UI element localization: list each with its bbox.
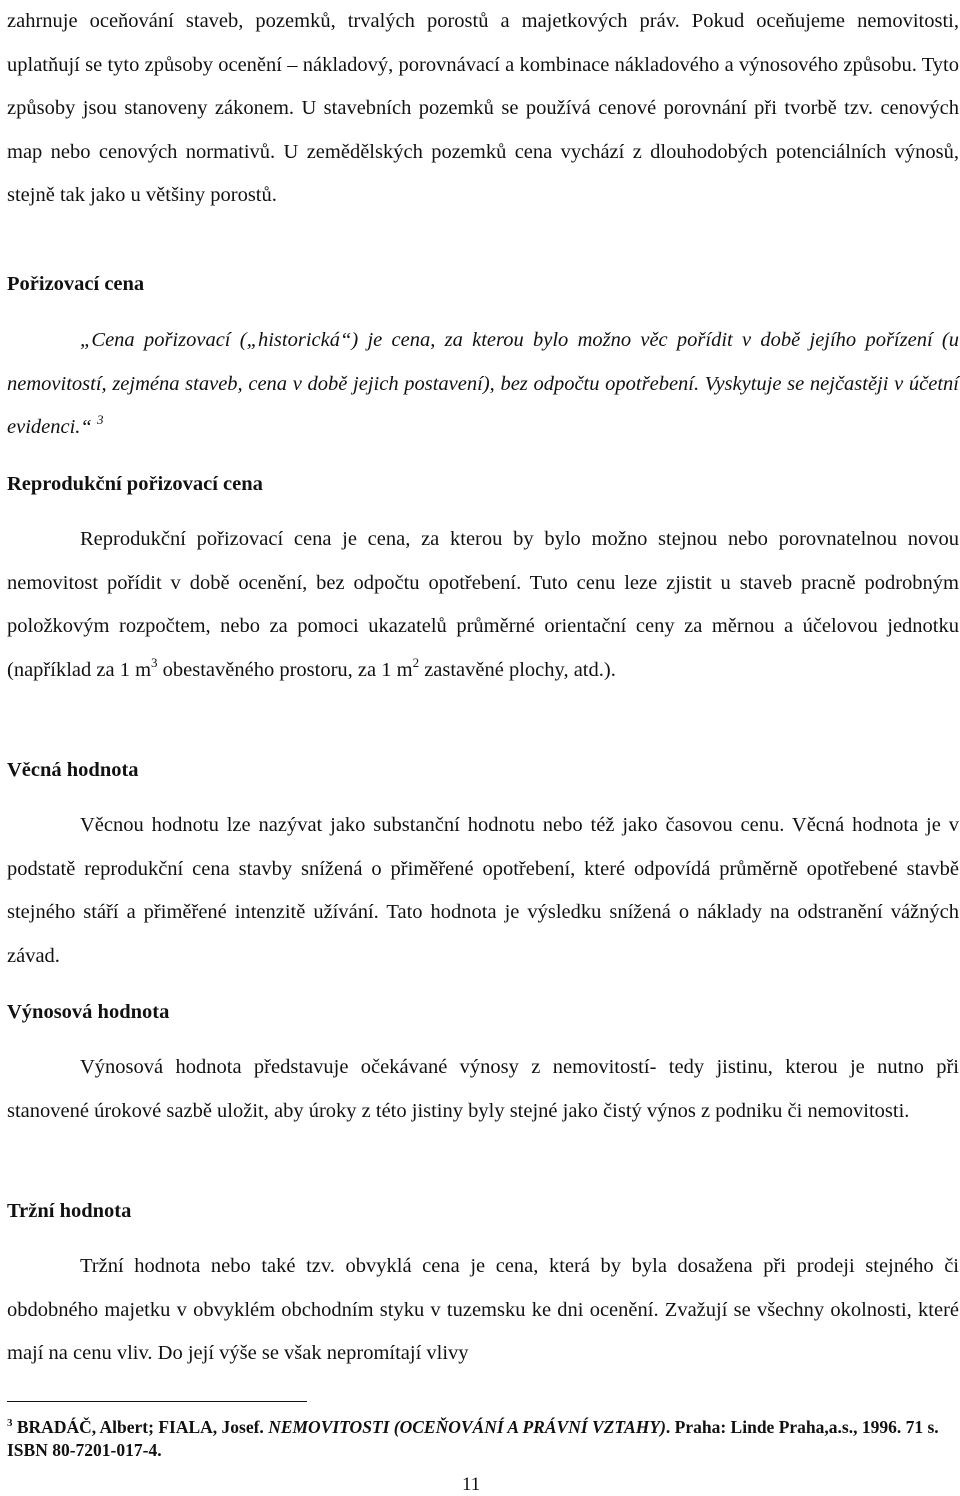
- quote-porizovaci-cena: [7, 319, 959, 450]
- footnote: [7, 1416, 959, 1462]
- footnote-divider: [7, 1401, 307, 1402]
- paragraph-vynosova-hodnota: Výnosová hodnota představuje očekávané výnosy z nemovitostí- tedy jistinu, kterou je nutno při stanovené úrokové sazbě uložit, aby úroky z této jistiny byly stejné jako čistý výnos z podniku či nemovitosti.: [7, 1056, 959, 1122]
- footnote-number: 3: [7, 1417, 13, 1429]
- paragraph-text-part: zastavěné plochy, atd.).: [419, 658, 616, 681]
- footnote-reference: 3: [96, 412, 104, 428]
- heading-trzni-hodnota: Tržní hodnota: [7, 1200, 132, 1222]
- heading-porizovaci-cena: Pořizovací cena: [7, 273, 145, 295]
- quote-text: „Cena pořizovací („historická“) je cena, za kterou bylo možno věc pořídit v době jejího pořízení (u nemovitostí, zejména staveb, cena v době jejich postavení), bez odpočtu opotřebení. Vyskytuje se nejčastěji v účetní evidenci.“: [7, 329, 959, 439]
- paragraph-trzni-hodnota: Tržní hodnota nebo také tzv. obvyklá cena je cena, která by byla dosažena při prodeji stejného či obdobného majetku v obvyklém obchodním styku v tuzemsku ke dni ocenění. Zvažují se všechny okolnosti, které mají na cenu vliv. Do její výše se však nepromítají vlivy: [7, 1255, 959, 1365]
- paragraph-vecna-hodnota: Věcnou hodnotu lze nazývat jako substanční hodnotu nebo též jako časovou cenu. Věcná hodnota je v podstatě reprodukční cena stavby snížená o přiměřené opotřebení, které odpovídá průměrně opotřebené stavbě stejného stáří a přiměřené intenzitě užívání. Tato hodnota je výsledku snížená o náklady na odstranění vážných závad.: [7, 814, 959, 967]
- footnote-authors: BRADÁČ, Albert; FIALA, Josef.: [12, 1417, 269, 1437]
- paragraph-text-part: Reprodukční pořizovací cena je cena, za kterou by bylo možno stejnou nebo porovnatelnou novou nemovitost pořídit v době ocenění, bez odpočtu opotřebení. Tuto cenu leze zjistit u staveb pracně podrobným položkovým rozpočtem, nebo za pomoci ukazatelů průměrné orientační ceny za měrnou a účelovou jednotku (například za 1 m: [7, 528, 959, 681]
- paragraph-reprodukcni-cena: [7, 518, 959, 692]
- footnote-publication: . Praha: Linde Praha,a.s., 1996. 71 s. ISBN 80-7201-017-4.: [7, 1417, 939, 1460]
- superscript-cubic: 3: [151, 654, 158, 670]
- superscript-square: 2: [412, 654, 420, 670]
- paragraph-text-part: obestavěného prostoru, za 1 m: [157, 658, 413, 681]
- heading-vynosova-hodnota: Výnosová hodnota: [7, 1001, 170, 1023]
- heading-reprodukcni-cena: Reprodukční pořizovací cena: [7, 473, 263, 495]
- page-number: 11: [462, 1474, 481, 1495]
- footnote-title: NEMOVITOSTI (OCEŇOVÁNÍ A PRÁVNÍ VZTAHY): [268, 1417, 666, 1437]
- intro-paragraph: zahrnuje oceňování staveb, pozemků, trvalých porostů a majetkových práv. Pokud oceňujeme nemovitosti, uplatňují se tyto způsoby ocenění – nákladový, porovnávací a kombinace nákladového a výnosového způsobu. Tyto způsoby jsou stanoveny zákonem. U stavebních pozemků se používá cenové porovnání při tvorbě tzv. cenových map nebo cenových normativů. U zemědělských pozemků cena vychází z dlouhodobých potenciálních výnosů, stejně tak jako u většiny porostů.: [7, 10, 959, 207]
- heading-vecna-hodnota: Věcná hodnota: [7, 759, 139, 781]
